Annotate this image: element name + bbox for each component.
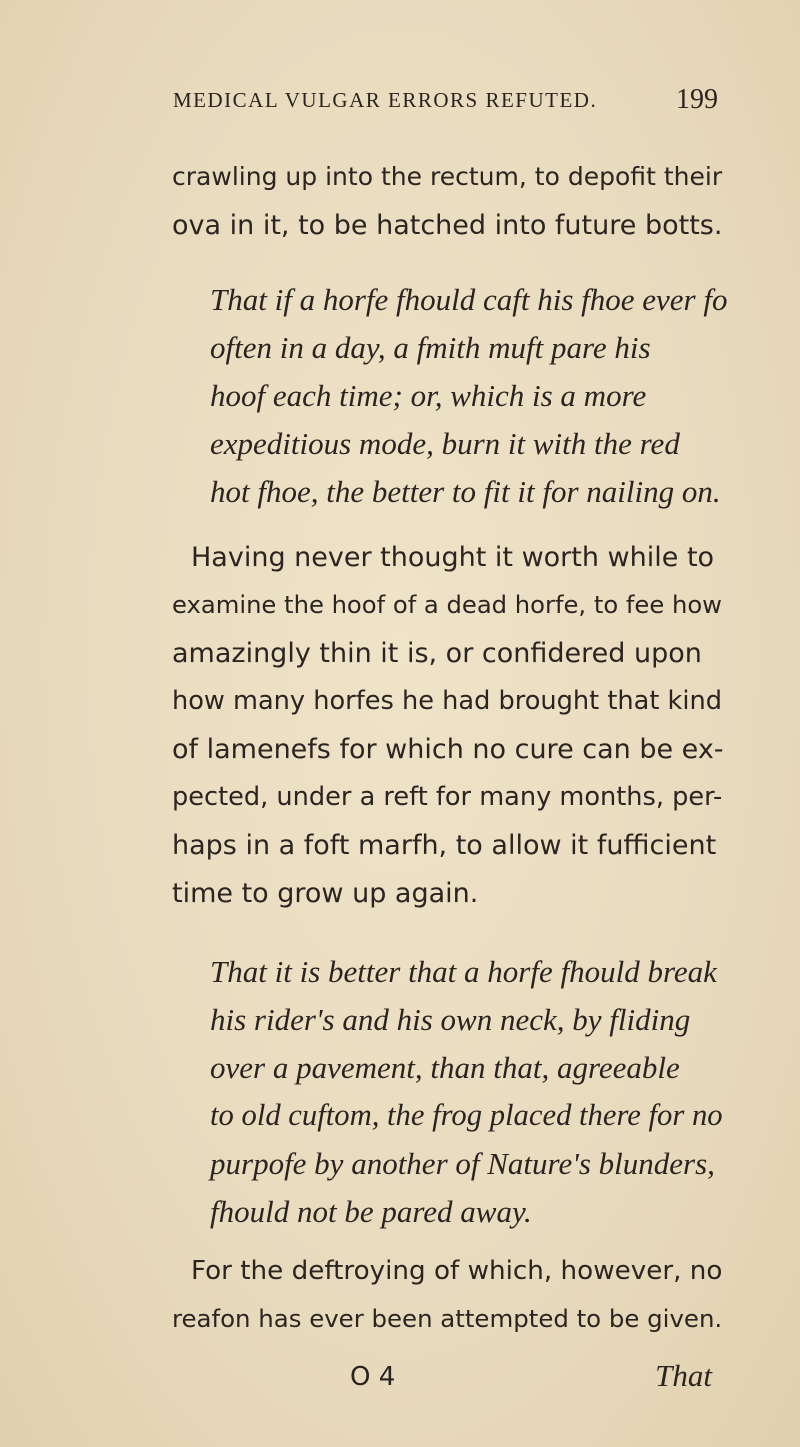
italic-text-line: to old cuftom, the frog placed there for no [210,1098,723,1132]
italic-text-line: fhould not be pared away. [210,1194,532,1229]
running-head [173,84,718,124]
text-line: ova in it, to be hatched into future botts. [172,210,723,241]
text-line: haps in a foft marfh, to allow it fufficient [172,830,717,861]
italic-text-line: purpofe by another of Nature's blunders, [210,1146,715,1181]
italic-text-line: That if a horfe fhould caft his fhoe ever fo [210,282,728,317]
text-line: time to grow up again. [172,878,479,909]
italic-text-line: expeditious mode, burn it with the red [210,426,680,461]
italic-text-line: often in a day, a fmith muft pare his [210,330,651,365]
italic-text-line: hoof each time; or, which is a more [210,378,647,413]
text-line: of lamenefs for which no cure can be ex- [172,734,724,765]
text-line: pected, under a reft for many months, per- [172,782,723,812]
page-number: 199 [676,84,718,115]
italic-text-line: his rider's and his own neck, by fliding [210,1002,691,1037]
signature-mark: O 4 [350,1362,396,1392]
italic-text-line: hot fhoe, the better to fit it for nailing on. [210,474,721,509]
running-title: MEDICAL VULGAR ERRORS REFUTED. [173,88,598,112]
text-line: For the deftroying of which, however, no [191,1256,723,1286]
text-line: reafon has ever been attempted to be given. [172,1304,723,1333]
text-line: how many horfes he had brought that kind [172,686,722,716]
italic-text-line: That it is better that a horfe fhould break [210,954,717,989]
text-line: amazingly thin it is, or confidered upon [172,638,702,669]
text-line: examine the hoof of a dead horfe, to fee how [172,590,723,619]
text-line: Having never thought it worth while to [191,542,715,573]
catchword: That [655,1358,712,1393]
italic-text-line: over a pavement, than that, agreeable [210,1050,680,1085]
text-line: crawling up into the rectum, to depofit their [172,162,723,191]
